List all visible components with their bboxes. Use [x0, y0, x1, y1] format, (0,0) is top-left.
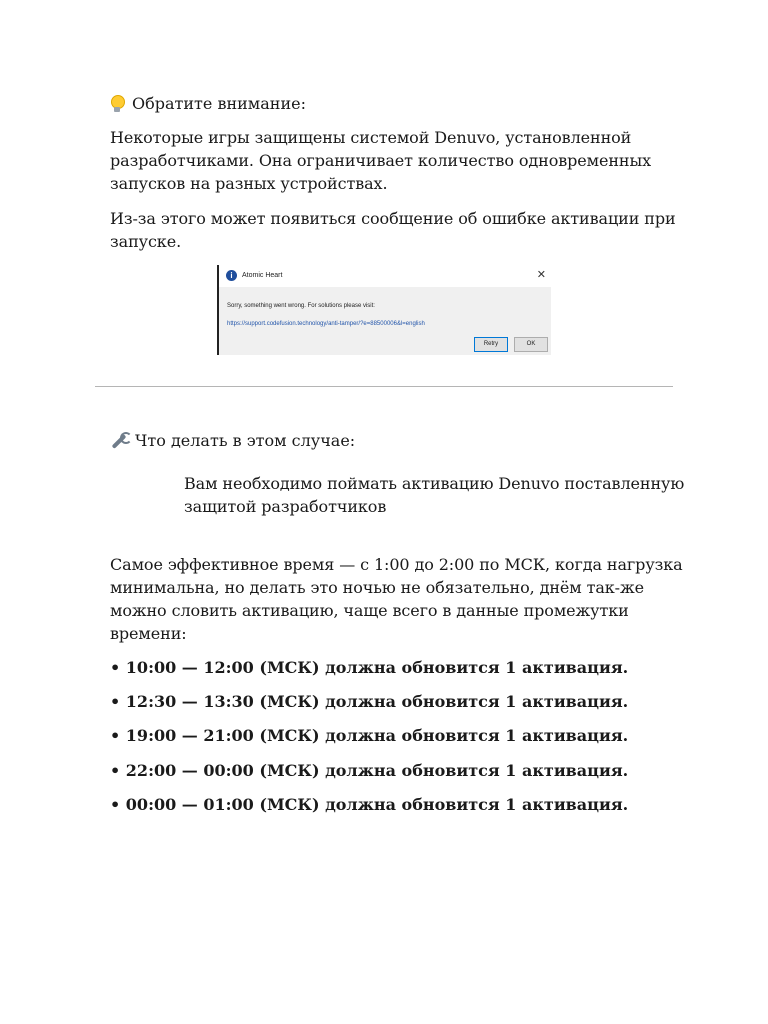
section-divider: [95, 386, 673, 387]
timing-paragraph-line-4: времени:: [110, 624, 187, 643]
close-icon: ✕: [536, 269, 546, 281]
indented-note-line-2: защитой разработчиков: [184, 497, 387, 516]
dialog-titlebar: [219, 265, 551, 287]
light-bulb-icon: [110, 95, 124, 113]
denuvo-paragraph-line-1: Некоторые игры защищены системой Denuvo, установленной: [110, 128, 632, 147]
dialog-link: https://support.codefusion.technology/anti-tamper/?e=88500006&l=english: [227, 321, 425, 327]
timing-paragraph-line-3: можно словить активацию, чаще всего в данные промежутки: [110, 601, 629, 620]
wrench-icon: [110, 432, 128, 450]
denuvo-paragraph-line-2: разработчиками. Она ограничивает количество одновременных: [110, 151, 652, 170]
what-to-do-heading: [110, 429, 355, 452]
schedule-item: • 10:00 — 12:00 (МСК) должна обновится 1 активация.: [110, 658, 629, 677]
schedule-item: • 19:00 — 21:00 (МСК) должна обновится 1 активация.: [110, 726, 629, 745]
indented-note-line-1: Вам необходимо поймать активацию Denuvo поставленную: [184, 474, 685, 493]
schedule-item: • 22:00 — 00:00 (МСК) должна обновится 1 активация.: [110, 761, 629, 780]
denuvo-paragraph-line-3: запусков на разных устройствах.: [110, 174, 388, 193]
timing-paragraph-line-1: Самое эффективное время — с 1:00 до 2:00 по МСК, когда нагрузка: [110, 555, 683, 574]
dialog-title: Atomic Heart: [242, 272, 283, 279]
error-paragraph-line-2: запуске.: [110, 232, 182, 251]
timing-paragraph-line-2: минимальна, но делать это ночью не обязательно, днём так-же: [110, 578, 644, 597]
error-paragraph-line-1: Из-за этого может появиться сообщение об ошибке активации при: [110, 209, 676, 228]
retry-button: Retry: [474, 337, 508, 352]
attention-heading: [110, 92, 306, 115]
dialog-message: Sorry, something went wrong. For solutions please visit:: [227, 303, 375, 309]
attention-heading-text: Обратите внимание:: [132, 94, 306, 113]
what-to-do-heading-text: Что делать в этом случае:: [135, 431, 356, 450]
ok-button: OK: [514, 337, 548, 352]
schedule-item: • 00:00 — 01:00 (МСК) должна обновится 1 активация.: [110, 795, 629, 814]
info-icon: i: [226, 270, 237, 281]
schedule-item: • 12:30 — 13:30 (МСК) должна обновится 1 активация.: [110, 692, 629, 711]
error-dialog-screenshot: [217, 265, 551, 355]
